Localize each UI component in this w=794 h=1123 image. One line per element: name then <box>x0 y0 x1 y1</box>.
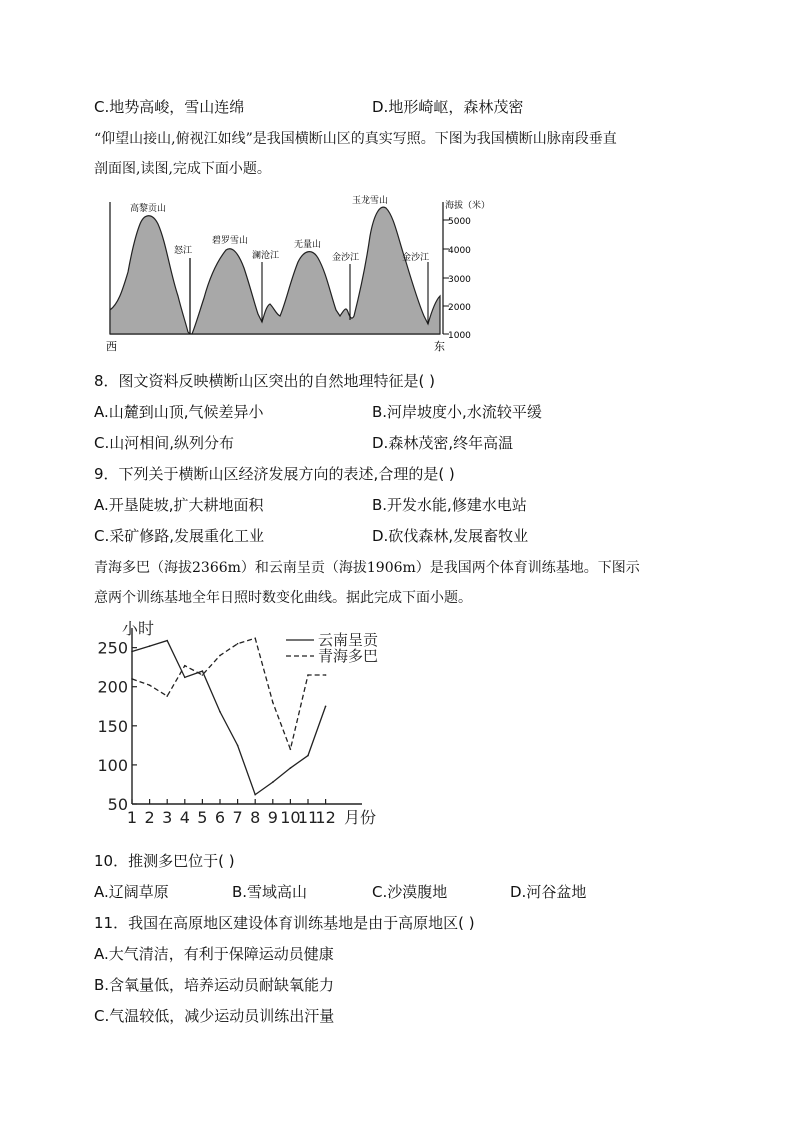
river-label-jinsha-1: 金沙江 <box>332 253 360 263</box>
x-tick-label-10: 10 <box>280 808 301 827</box>
legend-label-chenggong: 云南呈贡 <box>318 631 379 649</box>
q10-option-d: D.河谷盆地 <box>510 883 587 901</box>
data-point-chenggong-3 <box>166 640 168 642</box>
series-line-chenggong <box>132 641 326 795</box>
q11-option-c: C.气温较低，减少运动员训练出汗量 <box>94 1007 335 1025</box>
data-point-chenggong-8 <box>254 794 256 796</box>
data-point-duoba-1 <box>131 678 133 680</box>
data-point-chenggong-4 <box>184 677 186 679</box>
intro1-line1: “仰望山接山,俯视江如线”是我国横断山区的真实写照。下图为我国横断山脉南段垂直 <box>94 131 617 147</box>
prev-option-c: C.地势高峻，雪山连绵 <box>94 98 245 116</box>
q8-option-d: D.森林茂密,终年高温 <box>372 434 514 452</box>
mountain-profile-figure <box>100 192 491 357</box>
q10-option-b: B.雪域高山 <box>232 883 308 901</box>
q10-option-c: C.沙漠腹地 <box>372 883 448 901</box>
x-tick-label-2: 2 <box>144 808 155 827</box>
elevation-axis-title: 海拔（米） <box>445 201 491 211</box>
data-point-duoba-7 <box>237 643 239 645</box>
elev-tick-1000: 1000 <box>448 331 471 341</box>
river-label-jinsha-2: 金沙江 <box>402 253 430 263</box>
east-label: 东 <box>434 340 445 353</box>
legend-label-duoba: 青海多巴 <box>318 647 379 665</box>
x-tick-label-9: 9 <box>267 808 278 827</box>
x-tick-label-7: 7 <box>232 808 243 827</box>
data-point-duoba-5 <box>202 674 204 676</box>
terrain-silhouette <box>110 207 440 334</box>
q9-option-b: B.开发水能,修建水电站 <box>372 496 527 514</box>
prev-option-d: D.地形崎岖，森林茂密 <box>372 98 524 116</box>
q8-option-c: C.山河相间,纵列分布 <box>94 434 235 452</box>
x-tick-label-11: 11 <box>297 808 319 827</box>
x-axis-label: 月份 <box>344 808 377 827</box>
data-point-chenggong-12 <box>325 705 327 707</box>
x-tick-label-5: 5 <box>197 808 208 827</box>
y-tick-label-100: 100 <box>97 755 128 775</box>
data-point-chenggong-7 <box>237 745 239 747</box>
data-point-duoba-11 <box>307 674 309 676</box>
elev-tick-4000: 4000 <box>448 246 471 256</box>
q9-option-c: C.采矿修路,发展重化工业 <box>94 527 265 545</box>
data-point-chenggong-5 <box>202 670 204 672</box>
q8-option-a: A.山麓到山顶,气候差异小 <box>94 403 264 421</box>
y-tick-label-50: 50 <box>107 795 128 814</box>
q11-stem: 11．我国在高原地区建设体育训练基地是由于高原地区( ) <box>94 914 475 932</box>
q9-option-d: D.砍伐森林,发展畜牧业 <box>372 527 529 545</box>
data-point-duoba-10 <box>290 748 292 750</box>
q9-option-a: A.开垦陡坡,扩大耕地面积 <box>94 496 264 514</box>
x-tick-label-3: 3 <box>162 808 173 827</box>
data-point-chenggong-2 <box>149 645 151 647</box>
intro2-line2: 意两个训练基地全年日照时数变化曲线。据此完成下面小题。 <box>94 590 472 606</box>
elev-tick-3000: 3000 <box>448 275 471 285</box>
data-point-duoba-3 <box>166 695 168 697</box>
data-point-chenggong-6 <box>219 711 221 713</box>
x-tick-label-6: 6 <box>214 808 226 827</box>
river-label-nujiang: 怒江 <box>174 246 193 256</box>
y-axis-label: 小时 <box>122 619 155 638</box>
q11-option-a: A.大气清洁，有利于保障运动员健康 <box>94 945 334 963</box>
x-tick-label-4: 4 <box>179 808 190 827</box>
peak-label-yulong: 玉龙雪山 <box>352 196 389 206</box>
intro2-line1: 青海多巴（海拔2366m）和云南呈贡（海拔1906m）是我国两个体育训练基地。下图示 <box>94 560 640 576</box>
data-point-duoba-12 <box>325 674 327 676</box>
sunshine-hours-chart <box>94 618 404 833</box>
river-label-lancang: 澜沧江 <box>252 251 280 261</box>
q10-stem: 10．推测多巴位于( ) <box>94 852 235 870</box>
data-point-chenggong-11 <box>307 755 309 757</box>
y-tick-label-250: 250 <box>97 638 128 658</box>
data-point-chenggong-9 <box>272 781 274 783</box>
q8-stem: 8．图文资料反映横断山区突出的自然地理特征是( ) <box>94 372 436 390</box>
peak-label-wuliang: 无量山 <box>294 240 322 250</box>
data-point-duoba-2 <box>149 684 151 686</box>
y-tick-label-200: 200 <box>97 677 128 697</box>
intro1-line2: 剖面图,读图,完成下面小题。 <box>94 161 271 177</box>
q9-stem: 9．下列关于横断山区经济发展方向的表述,合理的是( ) <box>94 465 455 483</box>
elev-tick-5000: 5000 <box>448 217 471 227</box>
x-tick-label-1: 1 <box>126 808 138 827</box>
elev-tick-2000: 2000 <box>448 303 471 313</box>
q8-option-b: B.河岸坡度小,水流较平缓 <box>372 403 542 421</box>
west-label: 西 <box>106 340 117 353</box>
peak-label-biluo: 碧罗雪山 <box>212 236 249 246</box>
peak-label-gaoligong: 高黎贡山 <box>130 204 167 214</box>
series-line-duoba <box>132 638 326 749</box>
data-point-chenggong-10 <box>290 767 292 769</box>
data-point-duoba-8 <box>254 637 256 639</box>
x-tick-label-8: 8 <box>250 808 261 827</box>
q11-option-b: B.含氧量低，培养运动员耐缺氧能力 <box>94 976 335 994</box>
x-tick-label-12: 12 <box>315 808 336 827</box>
data-point-duoba-9 <box>272 702 274 704</box>
data-point-chenggong-1 <box>131 651 133 653</box>
y-tick-label-150: 150 <box>97 716 128 736</box>
data-point-duoba-4 <box>184 665 186 667</box>
data-point-duoba-6 <box>219 655 221 657</box>
q10-option-a: A.辽阔草原 <box>94 883 169 901</box>
